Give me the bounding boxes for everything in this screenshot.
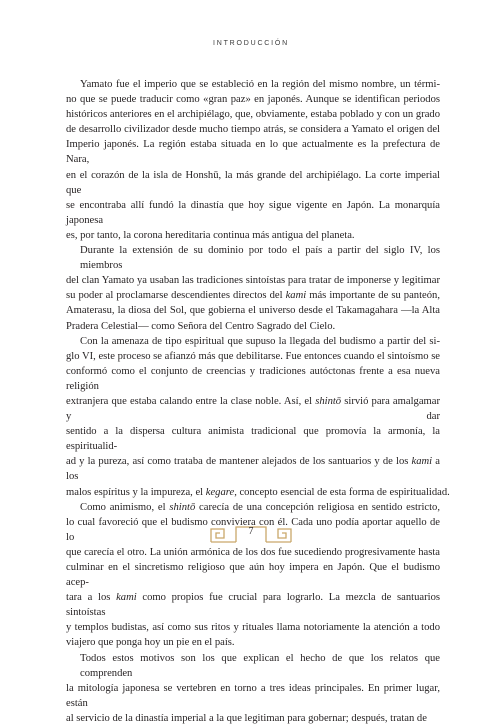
text-line: malos espíritus y la impureza, el kegare, concepto esencial de esta forma de espiritualidad.	[66, 486, 450, 498]
text-line: y templos budistas, así como sus ritos y rituales llama notoriamente la atención a todo	[66, 622, 440, 634]
text-line: sentido a la dispersa cultura animista tradicional que promovía la armonía, la espiritualid-	[66, 426, 440, 453]
text-line: Durante la extensión de su dominio por todo el país a partir del siglo IV, los miembros	[80, 245, 440, 272]
text-line: Como animismo, el shintō carecía de una concepción religiosa en sentido estricto,	[80, 501, 440, 513]
text-line: viajero que ponga hoy un pie en el país.	[66, 637, 235, 649]
text-line: que carecía el otro. La unión armónica de los dos fue sucediendo progresivamente hasta	[66, 546, 440, 558]
text-line: se encontraba allí fundó la dinastía que hoy sigue vigente en Japón. La monarquía japonesa	[66, 199, 440, 226]
text-line: extranjera que estaba calando entre la clase noble. Así, el shintō sirvió para amalgamar y dar	[66, 395, 440, 423]
text-line: su poder al proclamarse descendientes directos del kami más importante de su panteón,	[66, 290, 440, 302]
paragraph	[66, 77, 440, 243]
text-line: al servicio de la dinastía imperial a la que legitiman para gobernar; después, tratan de	[66, 712, 427, 724]
text-line: Todos estos motivos son los que explican el hecho de que los relatos que comprenden	[80, 652, 440, 679]
text-line: la mitología japonesa se vertebren en torno a tres ideas principales. En primer lugar, están	[66, 682, 440, 709]
paragraph	[66, 500, 440, 651]
text-line: del clan Yamato ya usaban las tradiciones sintoístas para tratar de imponerse y legitimar	[66, 275, 440, 287]
running-head: INTRODUCCIÓN	[212, 40, 290, 47]
text-line: históricos anteriores en el archipiélago, que, obviamente, estaba poblado y con un grado	[66, 109, 440, 121]
paragraph	[66, 334, 450, 500]
text-line: Pradera Celestial— como Señora del Centro Sagrado del Cielo.	[66, 320, 336, 332]
paragraph	[66, 651, 440, 726]
text-line: Imperio japonés. La región estaba situada en lo que actualmente es la prefectura de Nara,	[66, 139, 440, 166]
text-line: Yamato fue el imperio que se estableció en la región del mismo nombre, un térmi-	[80, 79, 440, 90]
text-line: culminar en el sincretismo religioso que aún hoy impera en Japón. Que el budismo acep-	[66, 562, 440, 589]
paragraph	[66, 243, 440, 334]
text-line: en el corazón de la isla de Honshū, la más grande del archipiélago. La corte imperial que	[66, 169, 440, 196]
page-number: 7	[248, 526, 254, 537]
text-line: tara a los kami como propios fue crucial para lograrlo. La mezcla de santuarios sintoístas	[66, 592, 440, 619]
text-line: ad y la pureza, así como trataba de mantener alejados de los santuarios y de los kami a los	[66, 456, 440, 483]
text-line: glo VI, este proceso se afianzó más que debilitarse. Fue entonces cuando el sintoísmo se	[66, 350, 441, 362]
text-line: conformó como el conjunto de creencias y tradiciones autóctonas frente a esa nueva religión	[66, 365, 440, 392]
text-line: lo cual favoreció que el budismo conviviera con él. Cada uno podía aportar aquello de lo	[66, 516, 440, 543]
body-text	[66, 77, 450, 726]
text-line: de desarrollo civilizador desde mucho tiempo atrás, se considera a Yamato el origen del	[66, 124, 440, 136]
text-line: no que se puede traducir como «gran paz» en japonés. Aunque se identifican periodos	[66, 94, 440, 106]
text-line: Con la amenaza de tipo espiritual que supuso la llegada del budismo a partir del si-	[80, 335, 440, 347]
text-line: es, por tanto, la corona hereditaria continua más antigua del planeta.	[66, 229, 355, 241]
text-line: Amaterasu, la diosa del Sol, que gobierna el universo desde el Takamagahara —la Alta	[66, 305, 440, 317]
